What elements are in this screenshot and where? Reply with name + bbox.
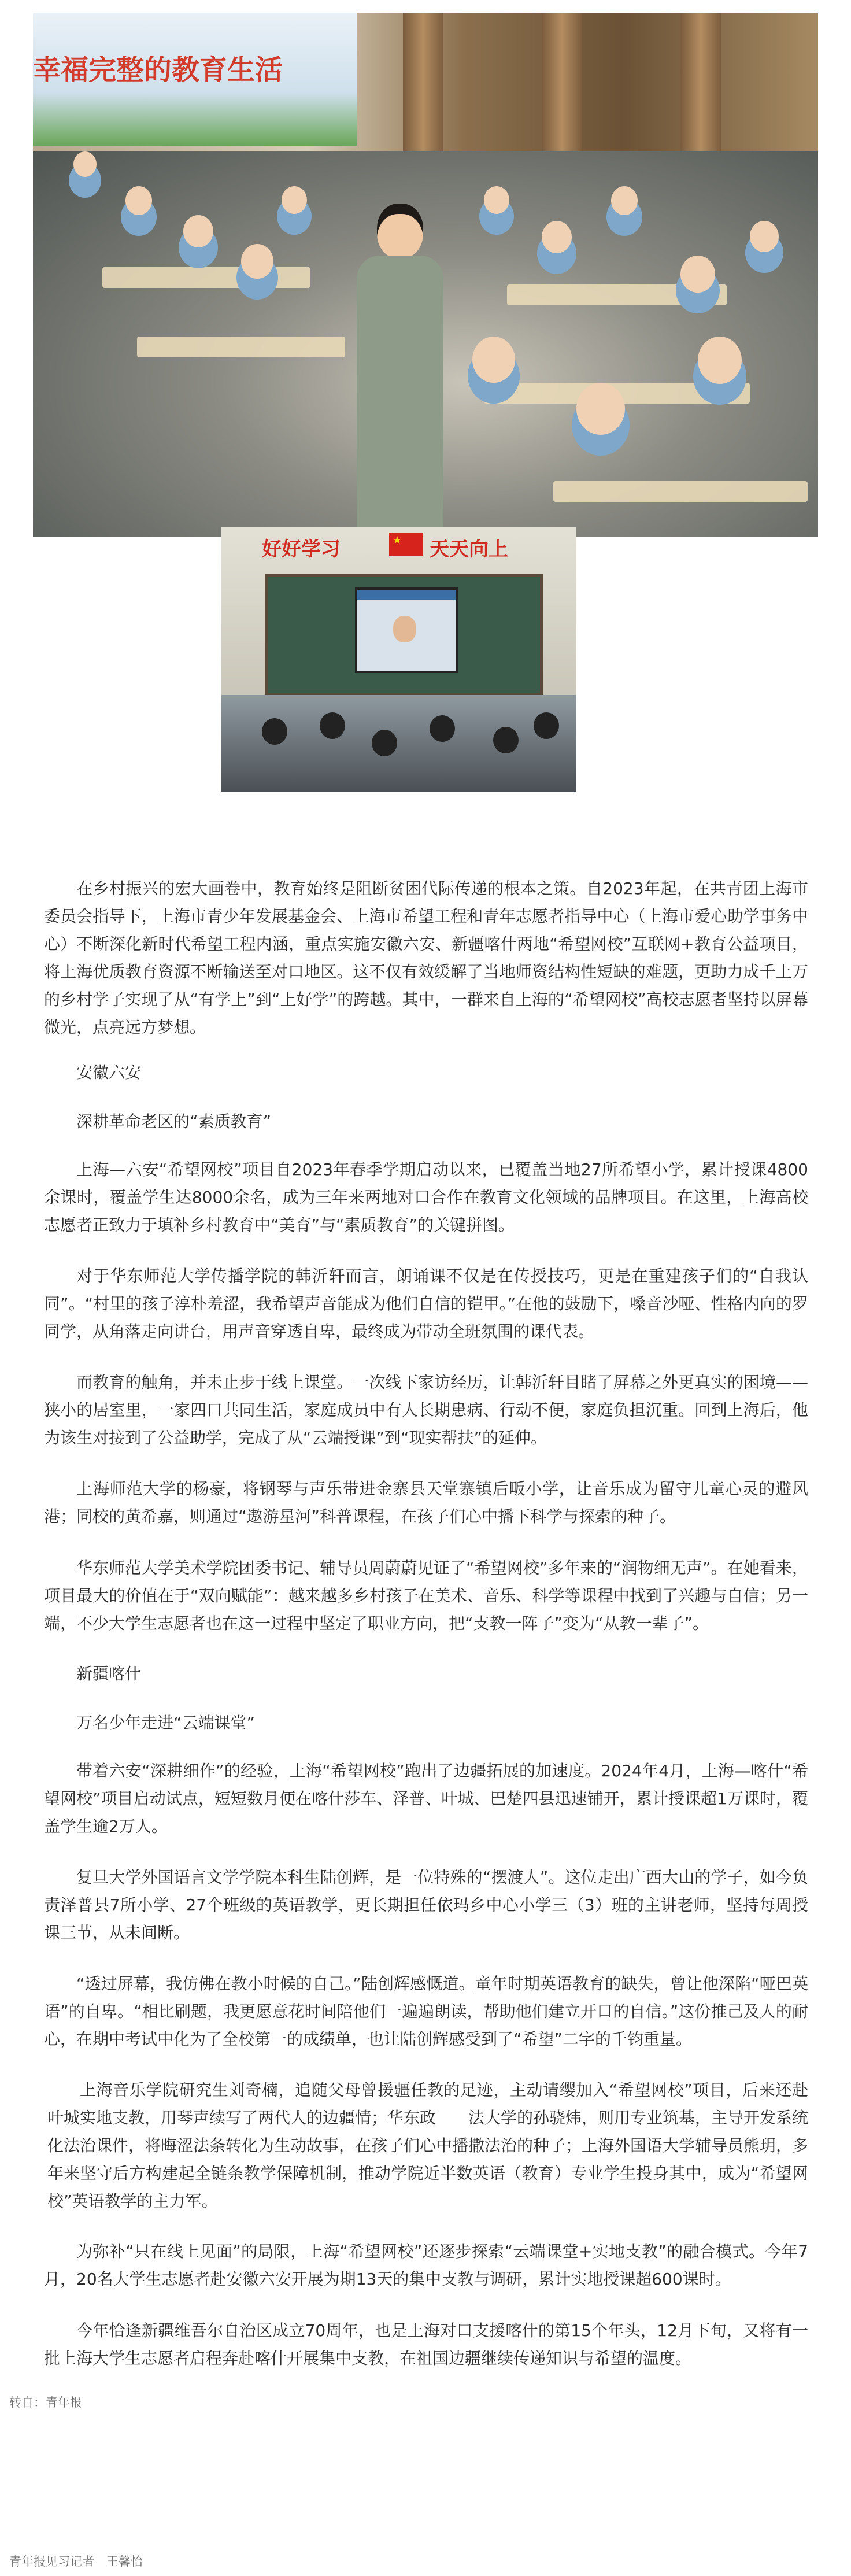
article-paragraph: 对于华东师范大学传播学院的韩沂轩而言，朗诵课不仅是在传授技巧，更是在重建孩子们的“自我认同”。“村里的孩子淳朴羞涩，我希望声音能成为他们自信的铠甲。”在他的鼓励下，嗓音沙哑、性格内向的罗同学，从角落走向讲台，用声音穿透自卑，最终成为带动全班氛围的课代表。 xyxy=(44,1266,808,1341)
photo-student xyxy=(282,186,307,214)
photo-slogan-left: 好好学习 xyxy=(262,538,341,561)
photo-students xyxy=(221,695,576,792)
article-paragraph: 在乡村振兴的宏大画卷中，教育始终是阻断贫困代际传递的根本之策。自2023年起，在共青团上海市委员会指导下，上海市青少年发展基金会、上海市希望工程和青年志愿者指导中心（上海市爱心助学事务中心）不断深化新时代希望工程内涵，重点实施安徽六安、新疆喀什两地“希望网校”互联网+教育公益项目，将上海优质教育资源不断输送至对口地区。这不仅有效缓解了当地师资结构性短缺的难题，更助力成千上万的乡村学子实现了从“有学上”到“上好学”的跨越。其中，一群来自上海的“希望网校”高校志愿者坚持以屏幕微光，点亮远方梦想。 xyxy=(44,879,808,1037)
photo-video-screen xyxy=(355,587,458,673)
photo-blackboard xyxy=(265,574,543,696)
photo-student xyxy=(750,221,779,252)
photo-student xyxy=(183,215,213,247)
photo-desk xyxy=(137,337,345,357)
photo-student xyxy=(472,337,515,383)
section-heading: 新疆喀什 xyxy=(76,1664,142,1683)
photo-banner xyxy=(33,13,357,146)
source-credit: 转自：青年报 xyxy=(9,2396,82,2409)
article-paragraph: 复旦大学外国语言文学学院本科生陆创辉，是一位特殊的“摆渡人”。这位走出广西大山的学子，如今负责泽普县7所小学、27个班级的英语教学，更长期担任依玛乡中心小学三（3）班的主讲老师，坚持每周授课三节，从未间断。 xyxy=(44,1868,808,1942)
photo-student xyxy=(484,186,509,214)
photo-slogan-right: 天天向上 xyxy=(430,538,508,561)
reporter-credit: 青年报见习记者 王馨怡 xyxy=(9,2555,143,2568)
section-subheading: 深耕革命老区的“素质教育” xyxy=(76,1112,272,1131)
article-paragraph: 上海音乐学院研究生刘奇楠，追随父母曾援疆任教的足迹，主动请缨加入“希望网校”项目，后来还赴叶城实地支教，用琴声续写了两代人的边疆情；华东政 法大学的孙骁炜，则用专业筑基，主导开发系统化法治课件，将晦涩法条转化为生动故事，在孩子们心中播撒法治的种子；上海外国语大学辅导员熊玥，多年来坚守后方构建起全链条教学保障机制，推动学院近半数英语（教育）专业学生投身其中，成为“希望网校”英语教学的主力军。 xyxy=(47,2080,809,2211)
flag-icon xyxy=(389,533,423,556)
photo-banner-text: 幸福完整的教育生活 xyxy=(33,54,283,86)
article-paragraph: 上海师范大学的杨豪，将钢琴与声乐带进金寨县天堂寨镇后畈小学，让音乐成为留守儿童心灵的避风港；同校的黄希嘉，则通过“遨游星河”科普课程，在孩子们心中播下科学与探索的种子。 xyxy=(44,1479,808,1526)
photo-student xyxy=(73,151,97,177)
article-paragraph: 为弥补“只在线上见面”的局限，上海“希望网校”还逐步探索“云端课堂+实地支教”的融合模式。今年7月，20名大学生志愿者赴安徽六安开展为期13天的集中支教与调研，累计实地授课超600课时。 xyxy=(44,2242,808,2289)
article-paragraph: 而教育的触角，并未止步于线上课堂。一次线下家访经历，让韩沂轩目睹了屏幕之外更真实的困境——狭小的居室里，一家四口共同生活，家庭成员中有人长期患病、行动不便，家庭负担沉重。回到上海后，他为该生对接到了公益助学，完成了从“云端授课”到“现实帮扶”的延伸。 xyxy=(44,1373,808,1447)
photo-student xyxy=(241,244,273,279)
photo-student xyxy=(576,383,625,435)
photo-student xyxy=(542,221,572,253)
article-paragraph: “透过屏幕，我仿佛在教小时候的自己。”陆创辉感慨道。童年时期英语教育的缺失，曾让他深陷“哑巴英语”的自卑。“相比刷题，我更愿意花时间陪他们一遍遍朗读，帮助他们建立开口的自信。”这份推己及人的耐心，在期中考试中化为了全校第一的成绩单，也让陆创辉感受到了“希望”二字的千钧重量。 xyxy=(44,1974,808,2049)
online-class-photo xyxy=(221,527,576,792)
photo-student xyxy=(680,256,715,293)
photo-student xyxy=(698,337,742,384)
section-heading: 安徽六安 xyxy=(76,1063,142,1082)
photo-student xyxy=(611,186,638,215)
photo-desk xyxy=(102,267,310,288)
photo-student xyxy=(125,186,152,215)
article-paragraph: 今年恰逢新疆维吾尔自治区成立70周年，也是上海对口支援喀什的第15个年头，12月下旬，又将有一批上海大学生志愿者启程奔赴喀什开展集中支教，在祖国边疆继续传递知识与希望的温度。 xyxy=(44,2321,808,2368)
photo-remote-teacher xyxy=(393,616,416,642)
classroom-celebration-photo xyxy=(33,13,818,537)
article-paragraph: 带着六安“深耕细作”的经验，上海“希望网校”跑出了边疆拓展的加速度。2024年4月，上海—喀什“希望网校”项目启动试点，短短数月便在喀什莎车、泽普、叶城、巴楚四县迅速铺开，累计授课超1万课时，覆盖学生逾2万人。 xyxy=(44,1761,808,1836)
photo-desk xyxy=(553,481,808,502)
section-subheading: 万名少年走进“云端课堂” xyxy=(76,1713,256,1732)
photo-teacher xyxy=(357,204,443,527)
article-paragraph: 华东师范大学美术学院团委书记、辅导员周蔚蔚见证了“希望网校”多年来的“润物细无声”。在她看来，项目最大的价值在于“双向赋能”：越来越多乡村孩子在美术、音乐、科学等课程中找到了兴趣与自信；另一端，不少大学生志愿者也在这一过程中坚定了职业方向，把“支教一阵子”变为“从教一辈子”。 xyxy=(44,1558,808,1633)
article-paragraph: 上海—六安“希望网校”项目自2023年春季学期启动以来，已覆盖当地27所希望小学，累计授课4800余课时，覆盖学生达8000余名，成为三年来两地对口合作在教育文化领域的品牌项目。在这里，上海高校志愿者正致力于填补乡村教育中“美育”与“素质教育”的关键拼图。 xyxy=(44,1160,808,1235)
